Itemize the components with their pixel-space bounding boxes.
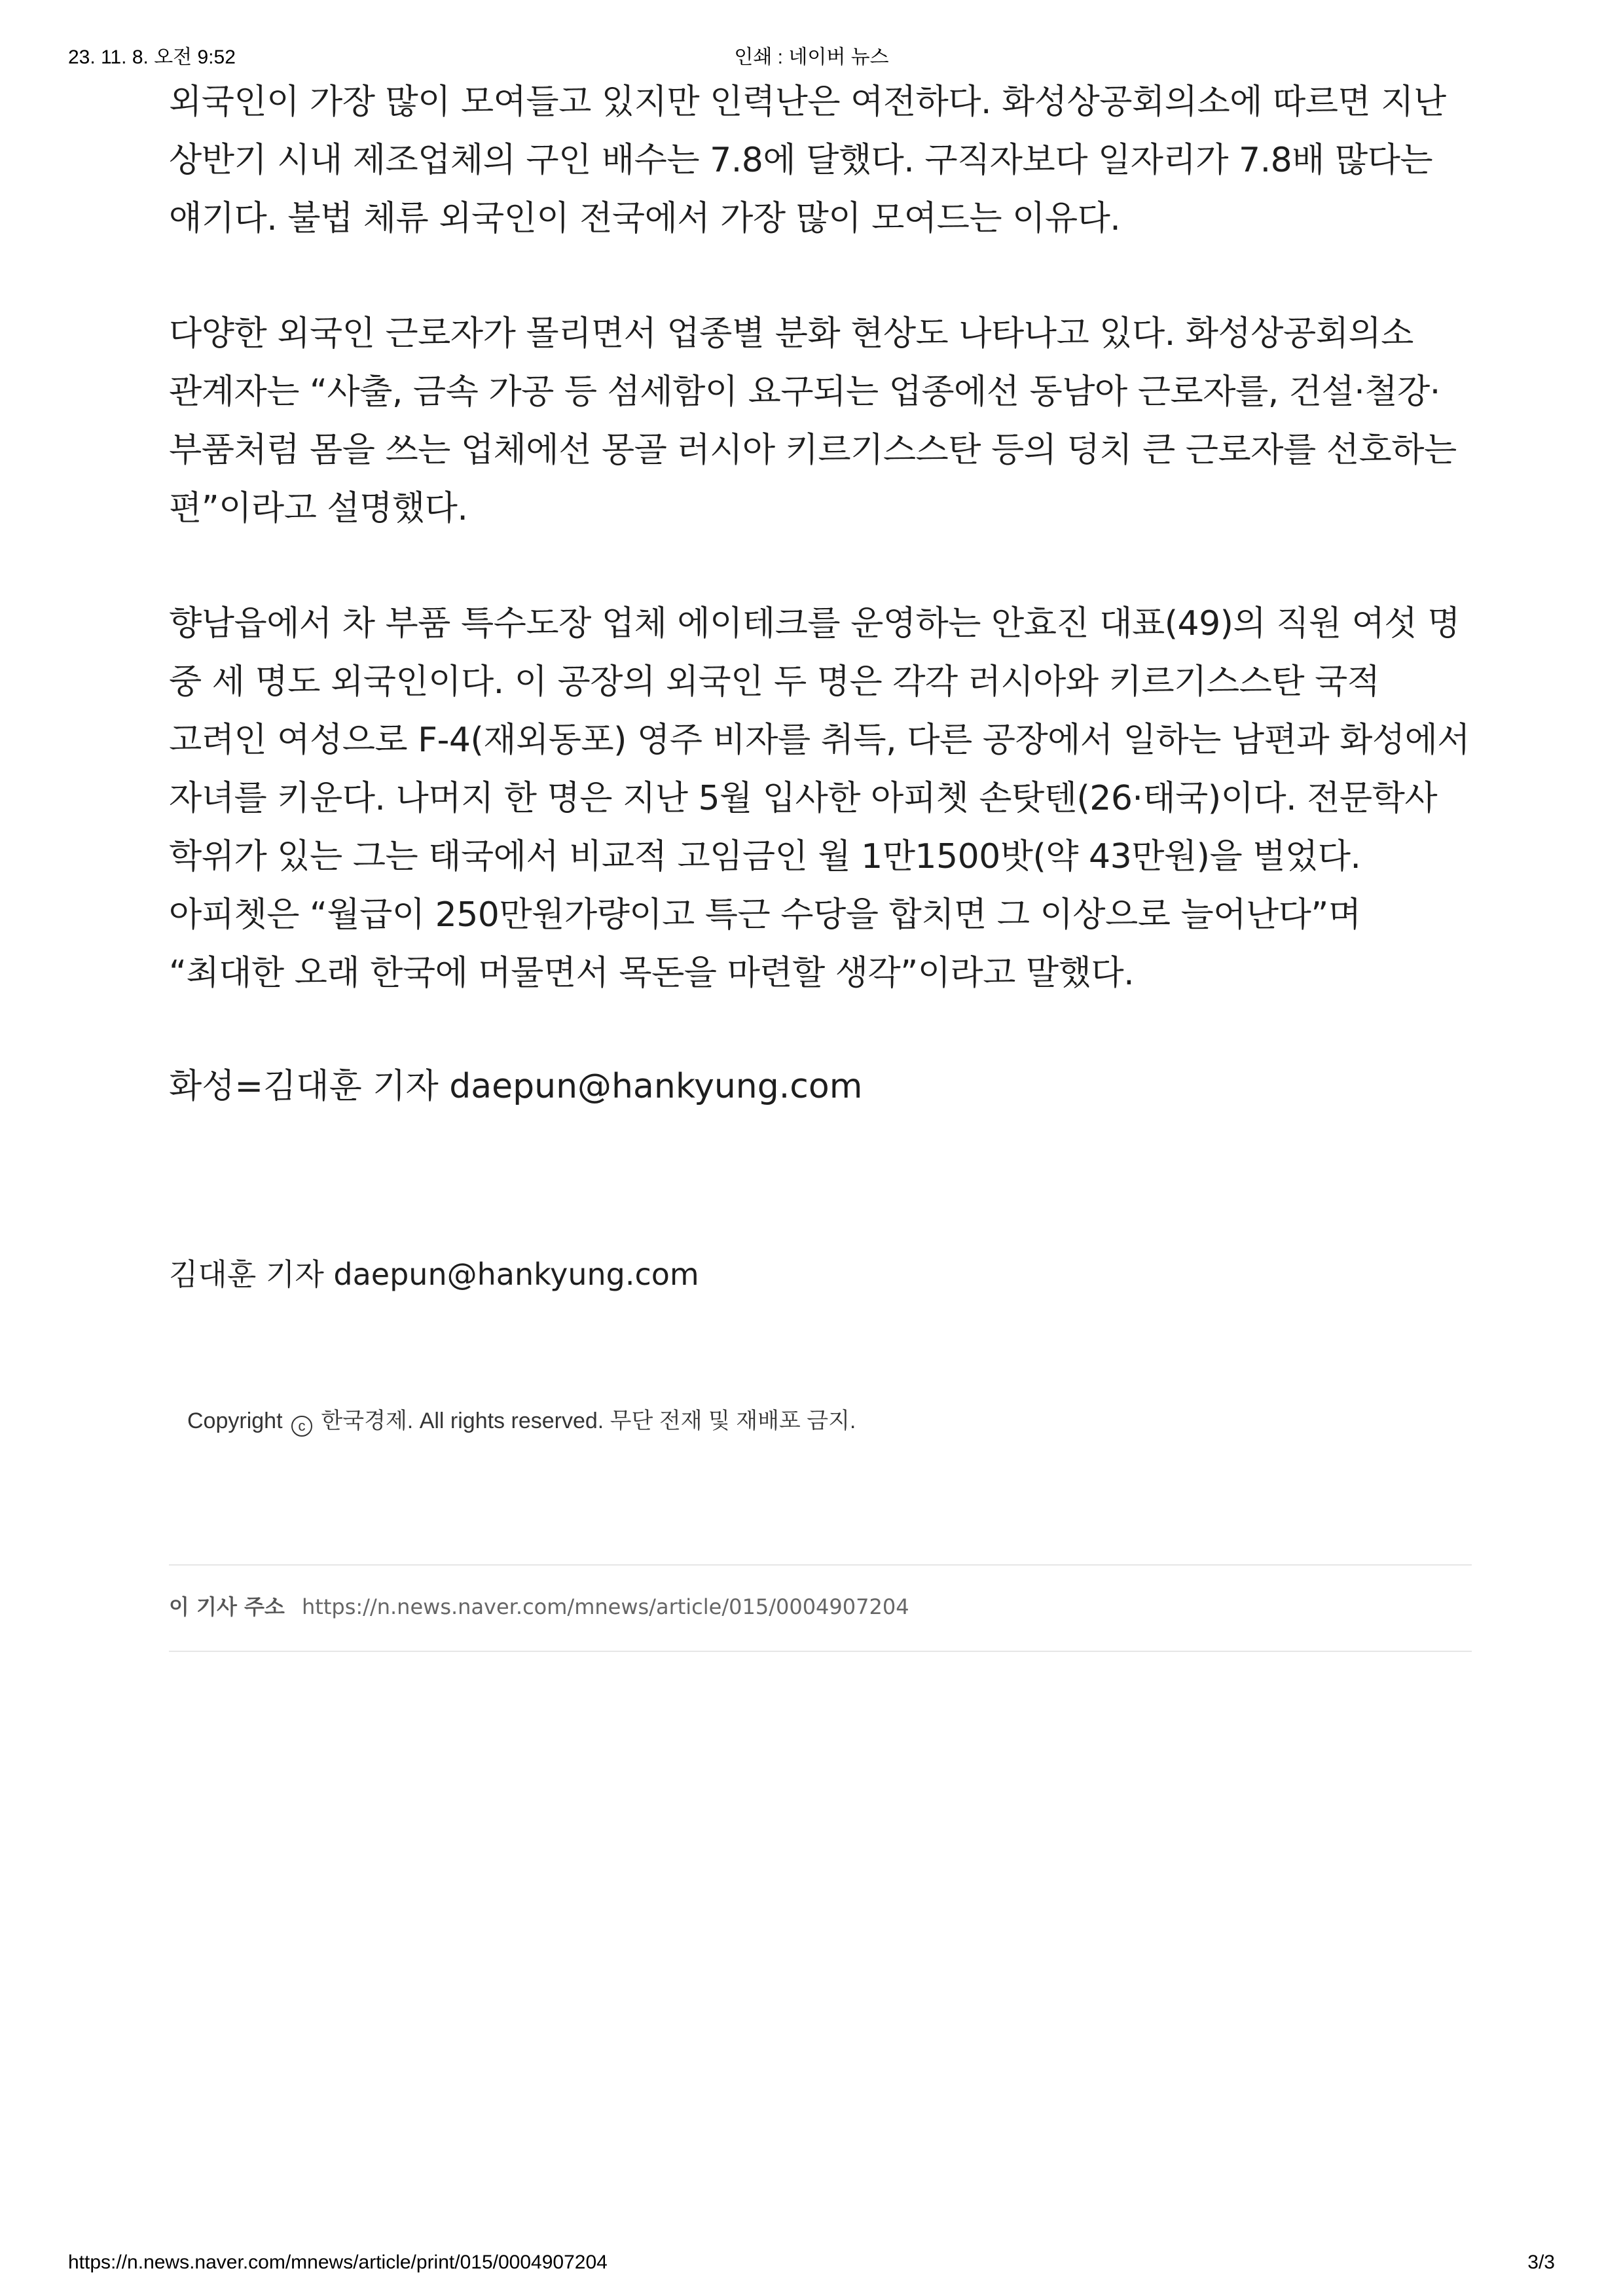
article-paragraph: 외국인이 가장 많이 모여들고 있지만 인력난은 여전하다. 화성상공회의소에 따르면 지난 상반기 시내 제조업체의 구인 배수는 7.8에 달했다. 구직자보다 일자리가 7.8배 많다는 얘기다. 불법 체류 외국인이 전국에서 가장 많이 모여드는 이유다. xyxy=(169,82,1446,238)
copyright-prefix: Copyright xyxy=(187,1408,283,1433)
article-byline: 화성=김대훈 기자 daepun@hankyung.com xyxy=(169,1067,863,1106)
print-datetime: 23. 11. 8. 오전 9:52 xyxy=(68,46,236,68)
article-url-label: 이 기사 주소 xyxy=(169,1594,285,1619)
article-body xyxy=(169,73,1472,1116)
print-footer-url: https://n.news.naver.com/mnews/article/print/015/0004907204 xyxy=(68,2251,608,2273)
print-footer xyxy=(0,2251,1623,2278)
print-page-title: 인쇄 : 네이버 뉴스 xyxy=(734,46,889,68)
article-paragraph: 향남읍에서 차 부품 특수도장 업체 에이테크를 운영하는 안효진 대표(49)의 직원 여섯 명 중 세 명도 외국인이다. 이 공장의 외국인 두 명은 각각 러시아와 키르기스스탄 국적 고려인 여성으로 F-4(재외동포) 영주 비자를 취득, 다른 공장에서 일하는 남편과 화성에서 자녀를 키운다. 나머지 한 명은 지난 5월 입사한 아피쳇 손탓텐(26·태국)이다. 전문학사 학위가 있는 그는 태국에서 비교적 고임금인 월 1만1500밧(약 43만원)을 벌었다. 아피쳇은 “월급이 250만원가량이고 특근 수당을 합치면 그 이상으로 늘어난다”며 “최대한 오래 한국에 머물면서 목돈을 마련할 생각”이라고 말했다. xyxy=(169,604,1470,993)
divider xyxy=(169,1651,1472,1652)
copyright-notice xyxy=(187,1405,856,1437)
divider xyxy=(169,1564,1472,1566)
copyright-text: 한국경제. All rights reserved. 무단 전재 및 재배포 금지. xyxy=(321,1408,856,1433)
print-page-number: 3/3 xyxy=(1527,2251,1555,2273)
article-url-row xyxy=(169,1590,909,1623)
reporter-info[interactable]: 김대훈 기자 daepun@hankyung.com xyxy=(169,1257,699,1292)
copyright-symbol-icon: c xyxy=(291,1416,312,1437)
print-header xyxy=(0,41,1623,67)
article-paragraph: 다양한 외국인 근로자가 몰리면서 업종별 분화 현상도 나타나고 있다. 화성상공회의소 관계자는 “사출, 금속 가공 등 섬세함이 요구되는 업종에선 동남아 근로자를, 건설·철강·부품처럼 몸을 쓰는 업체에선 몽골 러시아 키르기스스탄 등의 덩치 큰 근로자를 선호하는 편”이라고 설명했다. xyxy=(169,314,1457,528)
article-url-link[interactable]: https://n.news.naver.com/mnews/article/015/0004907204 xyxy=(302,1594,909,1619)
